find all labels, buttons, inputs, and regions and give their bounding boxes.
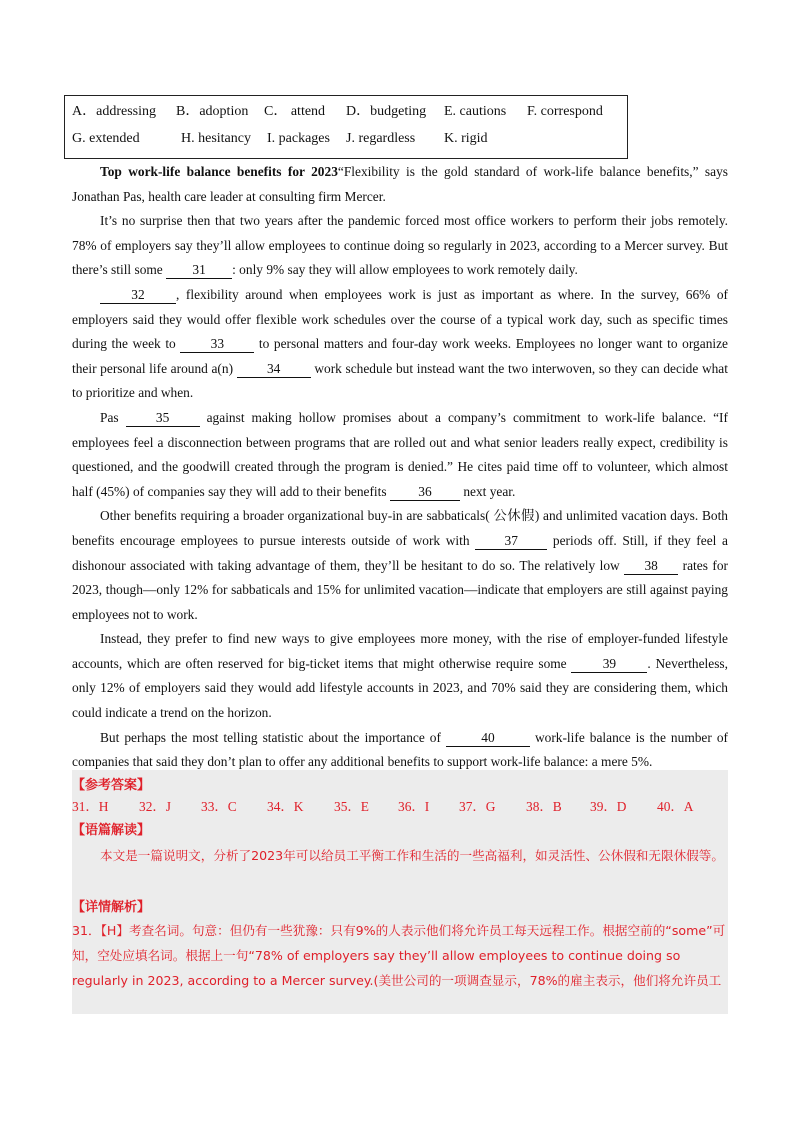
text: work-life balance is the number of companies that said they don’t plan to offer any additional benefits to support work-life balance: a mere 5%.: [72, 729, 728, 770]
answer-33: 33．C: [201, 799, 237, 814]
paragraph-3: [72, 283, 728, 406]
option-a: A．addressing: [72, 104, 156, 119]
option-k: K. rigid: [444, 131, 488, 146]
answer-38: 38．B: [526, 799, 562, 814]
paragraph-7: [72, 726, 728, 775]
paragraph-1-text: “Flexibility is the gold standard of work-life balance benefits,” says Jonathan Pas, health care leader at consulting firm Mercer.: [72, 164, 728, 204]
answers-heading: 【参考答案】: [72, 778, 151, 793]
answer-39: 39．D: [590, 799, 627, 814]
answer-37: 37．G: [459, 799, 496, 814]
text: periods off. Still, if they feel a dishonour associated with taking advantage of them, they’ll be hesitant to do so. The relatively low: [72, 532, 728, 573]
paragraph-5: [72, 504, 728, 627]
option-b: B．adoption: [176, 104, 249, 119]
analysis-heading: 【语篇解读】: [72, 823, 151, 838]
text: Instead, they prefer to find new ways to give employees more money, with the rise of employer-funded lifestyle accounts, which are often reserved for big-ticket items that might otherwise require some: [72, 631, 728, 671]
answer-key-row: [72, 796, 728, 818]
answer-32: 32．J: [139, 799, 171, 814]
text: against making hollow promises about a company’s commitment to work-life balance. “If employees feel a disconnection between programs that are rolled out and what senior leaders really expect, credibility is questioned, and the goodwill created through the program is denied.” He cites paid time off to volunteer, which almost half (45%) of companies say they will add to their benefits: [72, 409, 728, 499]
cloze-article: [72, 160, 728, 775]
text: next year.: [463, 483, 516, 499]
blank-33: 33: [180, 336, 254, 353]
option-e: E. cautions: [444, 104, 507, 119]
text: Other benefits requiring a broader organizational buy-in are sabbaticals( 公休假) and unlimited vacation days. Both benefits encourage employees to pursue interests outside of work with: [72, 508, 728, 548]
answer-40: 40．A: [657, 799, 694, 814]
text: to personal matters and four-day work weeks. Employees no longer want to organize their personal life around a(n): [72, 336, 728, 376]
blank-39: 39: [571, 656, 647, 673]
text: work schedule but instead want the two interwoven, so they can decide what to prioritize and when.: [72, 360, 728, 401]
answer-34: 34．K: [267, 799, 304, 814]
blank-35: 35: [126, 410, 200, 427]
article-title: Top work-life balance benefits for 2023: [100, 164, 338, 179]
text: But perhaps the most telling statistic about the importance of: [100, 729, 441, 745]
word-bank-box: [64, 95, 628, 159]
text: : only 9% say they will allow employees to work remotely daily.: [232, 262, 578, 278]
paragraph-4: [72, 406, 728, 504]
analysis-heading-row: [72, 819, 728, 842]
text: It’s no surprise then that two years after the pandemic forced most office workers to perform their jobs remotely. 78% of employers say they’ll allow employees to continue doing so regularly in 2023, according to a Mercer survey. But there’s still some: [72, 213, 728, 278]
blank-40: 40: [446, 730, 530, 747]
paragraph-6: [72, 627, 728, 725]
option-f: F. correspond: [527, 104, 603, 119]
answer-35: 35．E: [334, 799, 369, 814]
detail-heading: 【详情解析】: [72, 900, 151, 915]
text: , flexibility around when employees work is just as important as where. In the survey, 66% of employers said they would offer flexible work schedules over the course of a typical work day, such as specific times during the week to: [72, 286, 728, 352]
blank-31: 31: [166, 262, 232, 279]
answers-heading-row: [72, 774, 728, 797]
analysis-text: 本文是一篇说明文，分析了2023年可以给员工平衡工作和生活的一些高福利，如灵活性、公休假和无限休假等。: [100, 848, 724, 863]
paragraph-2: [72, 209, 728, 283]
blank-36: 36: [390, 484, 460, 501]
blank-34: 34: [237, 361, 311, 378]
option-d: D．budgeting: [346, 104, 427, 119]
text: rates for 2023, though—only 12% for sabbaticals and 15% for unlimited vacation—indicate that employers are still against paying employees not to work.: [72, 557, 728, 622]
answer-panel: [72, 770, 728, 1014]
blank-38: 38: [624, 558, 678, 575]
text: . Nevertheless, only 12% of employers said they would add lifestyle accounts in 2023, and 70% said they are considering them, which could indicate a trend on the horizon.: [72, 655, 728, 721]
blank-37: 37: [475, 533, 547, 550]
option-c: C． attend: [264, 104, 326, 119]
option-i: I. packages: [267, 131, 330, 146]
option-h: H. hesitancy: [181, 131, 251, 146]
detail-heading-row: [72, 896, 728, 919]
detail-text: 31．【H】考查名词。句意：但仍有一些犹豫：只有9%的人表示他们将允许员工每天远程工作。根据空前的“some”可知，空处应填名词。根据上一句“78% of employers say they’ll allow employees to continue doing so regularly in 2023, according to a Mercer survey.(美世公司的一项调查显示，78%的雇主表示，他们将允许员工: [72, 923, 726, 988]
blank-32: 32: [100, 287, 176, 304]
option-g: G. extended: [72, 131, 140, 146]
answer-31: 31．H: [72, 799, 109, 814]
option-j: J. regardless: [346, 131, 416, 146]
paragraph-1: [72, 160, 728, 209]
answer-36: 36．I: [398, 799, 430, 814]
text: Pas: [100, 409, 119, 425]
